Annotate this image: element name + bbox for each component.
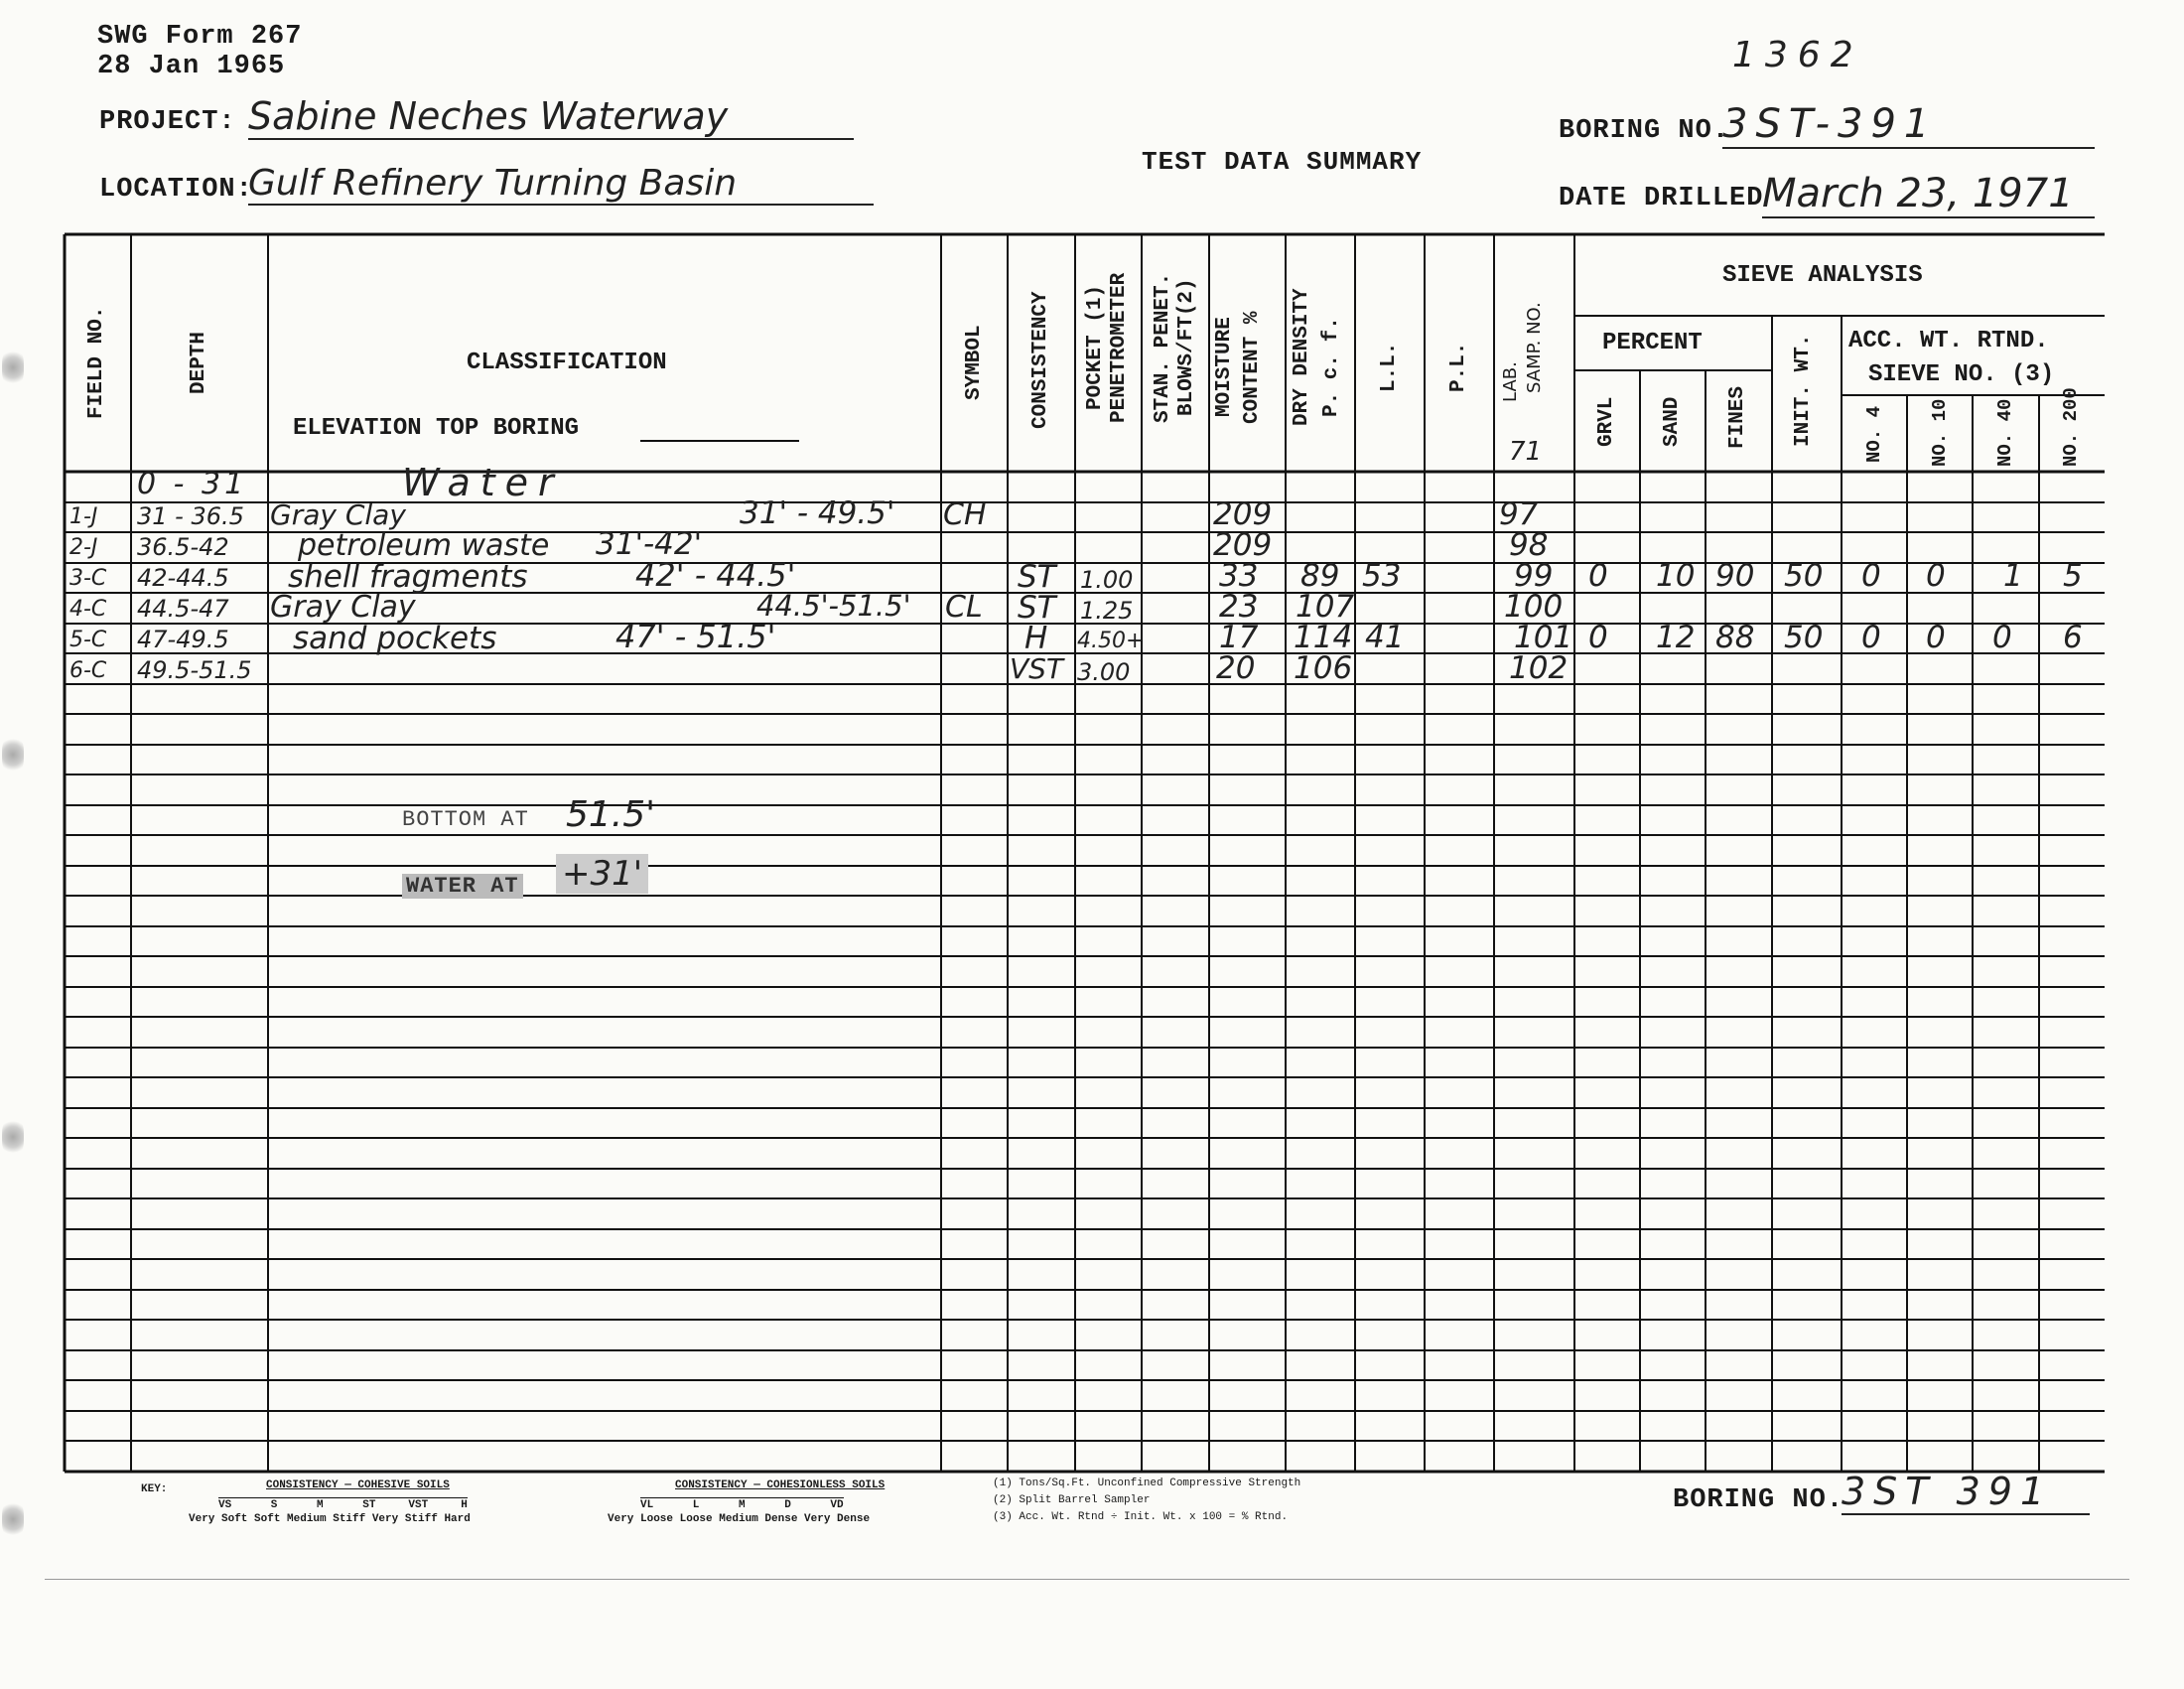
col-ll: L.L. [1378, 342, 1401, 393]
cell-sand: 10 [1656, 558, 1696, 594]
col-pcf: P. c. f. [1320, 317, 1343, 418]
cell-depth: 44.5-47 [137, 595, 229, 623]
cell-grvl: 0 [1588, 620, 1608, 655]
cell-field: 3-C [69, 566, 107, 591]
cell-symbol: CH [943, 497, 987, 532]
cell-depth: 47-49.5 [137, 626, 229, 653]
col-classification: CLASSIFICATION [467, 350, 667, 376]
cell-field: 5-C [69, 628, 107, 652]
col-moisture: MOISTURE [1213, 317, 1236, 418]
col-sand: SAND [1661, 396, 1684, 448]
cell-density: 106 [1294, 650, 1353, 686]
cell-init: 50 [1784, 558, 1824, 594]
cell-classification: shell fragments [288, 559, 528, 595]
col-pl: P.L. [1447, 342, 1470, 393]
col-samp: SAMP. NO. [1524, 302, 1545, 393]
project-value: Sabine Neches Waterway [248, 94, 854, 140]
cell-moisture: 33 [1219, 558, 1259, 594]
date-label: DATE DRILLED [1559, 184, 1764, 213]
cell-no40: 1 [2003, 558, 2023, 594]
cell-fines: 90 [1715, 558, 1755, 594]
col-no40: NO. 40 [1994, 398, 2016, 467]
key-cohesionless-codes: VL L M D VD [640, 1499, 844, 1511]
key-label: KEY: [141, 1483, 168, 1495]
cell-field: 1-J [69, 504, 98, 529]
col-pocket: POCKET (1) [1084, 284, 1107, 411]
page-number: 1362 [1732, 35, 1863, 75]
cell-pocket: 1.00 [1080, 566, 1134, 594]
col-sieve-no: SIEVE NO. (3) [1868, 361, 2055, 388]
key-cohesive-codes: VS S M ST VST H [218, 1499, 468, 1511]
cell-density: 89 [1300, 558, 1340, 594]
cell-depth: 31 - 36.5 [137, 502, 244, 530]
col-lab: LAB. [1500, 361, 1521, 403]
cell-classification: sand pockets [293, 621, 497, 656]
cell-moisture: 17 [1219, 620, 1259, 655]
cell-class-range: 44.5'-51.5' [756, 589, 911, 623]
col-percent: PERCENT [1602, 330, 1703, 356]
form-date: 28 Jan 1965 [97, 52, 286, 81]
col-symbol: SYMBOL [963, 325, 986, 400]
cell-lab: 102 [1509, 650, 1569, 686]
cell-sand: 12 [1656, 620, 1696, 655]
footer-boring-value: 3ST 391 [1842, 1470, 2090, 1515]
cell-class-range: 42' - 44.5' [635, 556, 796, 594]
elevation-blank [640, 440, 799, 442]
col-field-no: FIELD NO. [85, 306, 108, 419]
cell-lab: 101 [1514, 620, 1573, 655]
col-stan-penet: STAN. PENET. [1152, 272, 1174, 423]
key-cohesionless-names: Very Loose Loose Medium Dense Very Dense [608, 1513, 871, 1525]
cell-pocket: 3.00 [1077, 658, 1131, 686]
cell-pocket: 1.25 [1080, 597, 1134, 625]
location-value: Gulf Refinery Turning Basin [248, 163, 874, 206]
cell-density: 107 [1296, 589, 1355, 625]
cell-moisture: 20 [1216, 650, 1256, 686]
cell-field: 2-J [69, 535, 98, 560]
key-note-3: (3) Acc. Wt. Rtnd ÷ Init. Wt. x 100 = % Rtnd. [993, 1511, 1289, 1523]
col-blows: BLOWS/FT(2) [1175, 278, 1198, 417]
cell-ll: 41 [1365, 620, 1405, 655]
cell-lab: 100 [1504, 589, 1564, 625]
cell-depth: 49.5-51.5 [137, 656, 252, 684]
cell-field: 6-C [69, 658, 107, 683]
col-depth: DEPTH [188, 331, 210, 394]
cell-classification: Gray Clay [270, 590, 416, 625]
cell-class-range: 31' - 49.5' [740, 495, 895, 531]
cell-classification: Water [402, 461, 564, 504]
cell-class-range: 47' - 51.5' [615, 618, 776, 655]
cell-moisture: 23 [1219, 589, 1259, 625]
cell-no4: 0 [1861, 620, 1881, 655]
cell-no200: 6 [2063, 620, 2083, 655]
col-sieve-analysis: SIEVE ANALYSIS [1722, 262, 1923, 289]
cell-no40: 0 [1992, 620, 2012, 655]
col-consistency: CONSISTENCY [1029, 291, 1052, 430]
cell-consistency: H [1024, 621, 1048, 656]
cell-ll: 53 [1362, 558, 1402, 594]
col-content: CONTENT % [1241, 311, 1264, 424]
col-lab-hand: 71 [1509, 437, 1543, 467]
cell-grvl: 0 [1588, 558, 1608, 594]
key-note-1: (1) Tons/Sq.Ft. Unconfined Compressive Strength [993, 1478, 1301, 1489]
col-no4: NO. 4 [1863, 406, 1885, 464]
elevation-label: ELEVATION TOP BORING [293, 415, 580, 442]
cell-consistency: VST [1010, 652, 1064, 685]
key-cohesionless-title: CONSISTENCY — COHESIONLESS SOILS [675, 1479, 886, 1491]
cell-depth: 0 - 31 [137, 467, 248, 501]
cell-classification: petroleum waste [298, 528, 550, 563]
cell-init: 50 [1784, 620, 1824, 655]
cell-moisture: 209 [1213, 527, 1273, 563]
location-label: LOCATION: [99, 175, 253, 205]
bottom-at-label: BOTTOM AT [402, 807, 529, 832]
cell-no4: 0 [1861, 558, 1881, 594]
cell-density: 114 [1294, 620, 1353, 655]
page-title: TEST DATA SUMMARY [1142, 147, 1423, 177]
cell-no10: 0 [1926, 620, 1946, 655]
cell-consistency: ST [1018, 590, 1056, 626]
cell-pocket: 4.50+ [1077, 629, 1145, 653]
cell-classification: Gray Clay [270, 498, 406, 531]
col-init-wt: INIT. WT. [1792, 334, 1815, 447]
water-at-label: WATER AT [402, 874, 523, 899]
col-acc-wt: ACC. WT. RTND. [1848, 328, 2049, 354]
key-note-2: (2) Split Barrel Sampler [993, 1494, 1151, 1506]
page-bottom-rule [45, 1579, 2129, 1580]
cell-depth: 36.5-42 [137, 533, 229, 561]
date-value: March 23, 1971 [1762, 171, 2095, 218]
cell-fines: 88 [1715, 620, 1755, 655]
cell-lab: 98 [1509, 527, 1549, 563]
cell-class-range: 31'-42' [596, 526, 703, 562]
key-cohesive-title: CONSISTENCY — COHESIVE SOILS [266, 1479, 450, 1491]
project-label: PROJECT: [99, 107, 236, 137]
col-penetrometer: PENETROMETER [1108, 272, 1131, 423]
boring-value: 3ST-391 [1722, 101, 2095, 149]
col-fines: FINES [1726, 385, 1749, 449]
bottom-at-value: 51.5' [566, 794, 656, 835]
cell-lab: 99 [1514, 558, 1554, 594]
key-cohesive-names: Very Soft Soft Medium Stiff Very Stiff Hard [189, 1513, 471, 1525]
cell-no200: 5 [2063, 558, 2083, 594]
form-number: SWG Form 267 [97, 22, 303, 52]
cell-symbol: CL [945, 590, 983, 625]
cell-depth: 42-44.5 [137, 564, 229, 592]
water-at-value: +31' [556, 854, 648, 894]
col-no200: NO. 200 [2060, 387, 2082, 467]
cell-moisture: 209 [1213, 496, 1273, 532]
cell-field: 4-C [69, 597, 107, 622]
col-dry-density: DRY DENSITY [1291, 288, 1313, 427]
cell-lab: 97 [1499, 496, 1539, 532]
cell-no10: 0 [1926, 558, 1946, 594]
col-grvl: GRVL [1595, 396, 1618, 448]
footer-boring-label: BORING NO. [1673, 1485, 1844, 1515]
boring-label: BORING NO. [1559, 116, 1730, 146]
col-no10: NO. 10 [1929, 398, 1951, 467]
cell-consistency: ST [1018, 559, 1056, 595]
